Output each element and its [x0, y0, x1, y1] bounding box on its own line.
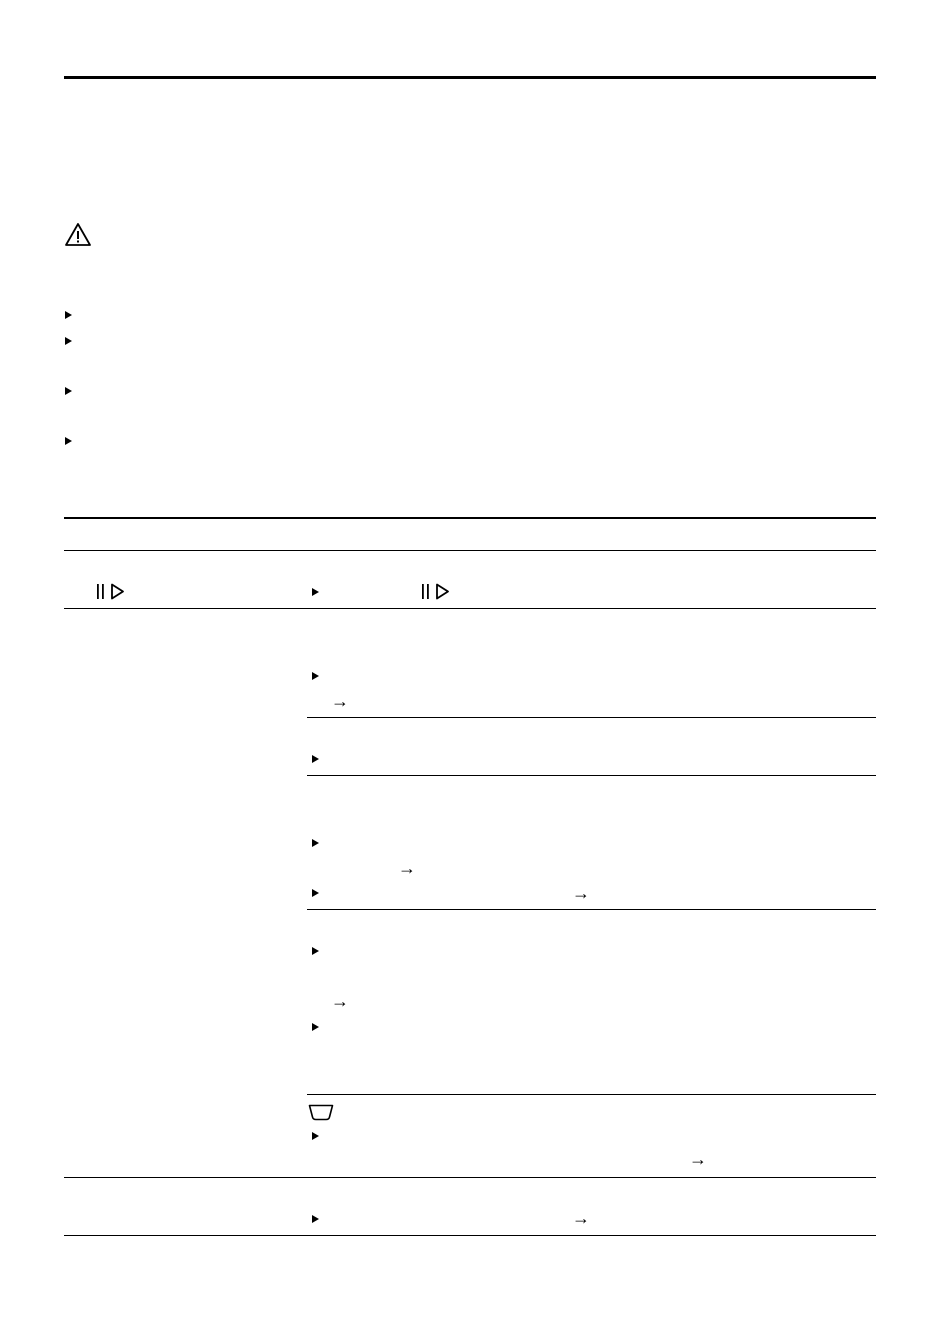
- right-arrow-icon: →: [331, 991, 349, 1011]
- right-arrow-icon: →: [331, 691, 349, 711]
- triangle-bullet-icon: [312, 947, 319, 955]
- warning-triangle-icon: [64, 222, 92, 247]
- sub-row-rule: [307, 1094, 876, 1095]
- top-rule: [64, 76, 876, 79]
- triangle-bullet-icon: [312, 1215, 319, 1223]
- table-top-rule: [64, 517, 876, 519]
- triangle-bullet-icon: [65, 311, 72, 319]
- pause-play-icon: [421, 583, 453, 600]
- right-arrow-icon: →: [689, 1149, 707, 1169]
- triangle-bullet-icon: [312, 755, 319, 763]
- triangle-bullet-icon: [312, 1132, 319, 1140]
- triangle-bullet-icon: [312, 588, 319, 596]
- triangle-bullet-icon: [65, 337, 72, 345]
- triangle-bullet-icon: [312, 672, 319, 680]
- table-header-rule: [64, 550, 876, 551]
- sub-row-rule: [307, 717, 876, 718]
- drum-icon: [308, 1104, 334, 1121]
- sub-row-rule: [307, 909, 876, 910]
- triangle-bullet-icon: [65, 387, 72, 395]
- right-arrow-icon: →: [572, 1208, 590, 1228]
- pause-play-icon: [96, 583, 128, 600]
- row-rule: [64, 1177, 876, 1178]
- triangle-bullet-icon: [312, 839, 319, 847]
- right-arrow-icon: →: [398, 858, 416, 878]
- triangle-bullet-icon: [312, 1023, 319, 1031]
- table-bottom-rule: [64, 1235, 876, 1236]
- row-rule: [64, 608, 876, 609]
- triangle-bullet-icon: [312, 889, 319, 897]
- sub-row-rule: [307, 775, 876, 776]
- triangle-bullet-icon: [65, 437, 72, 445]
- right-arrow-icon: →: [572, 883, 590, 903]
